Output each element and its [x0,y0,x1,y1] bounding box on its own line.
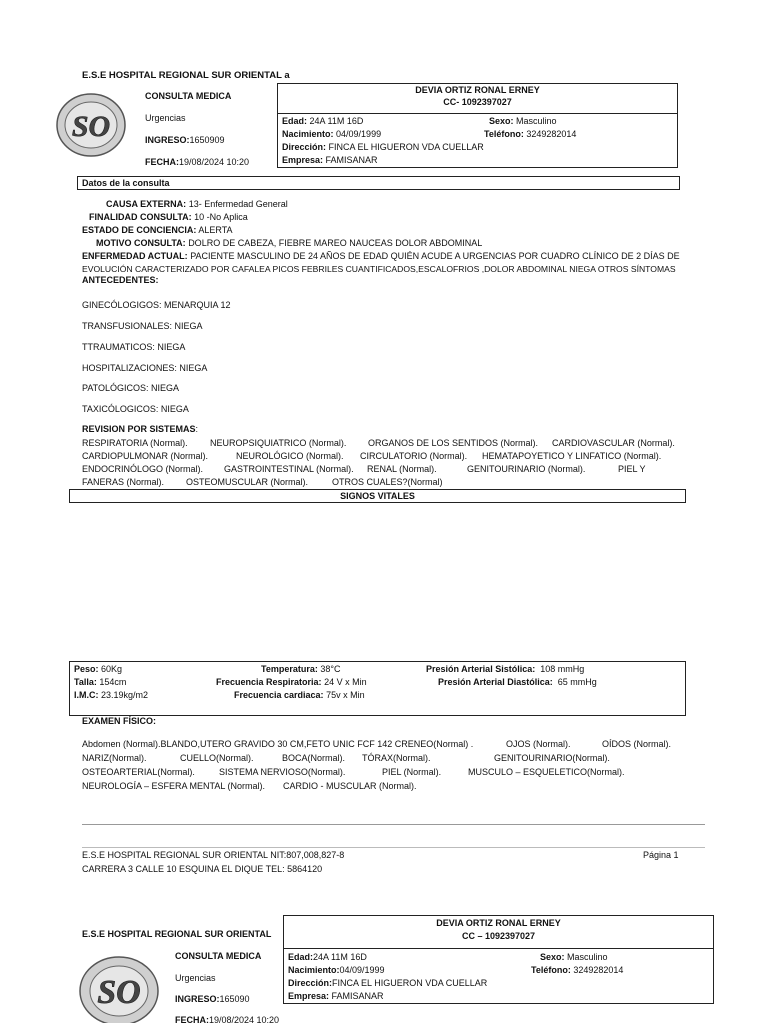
empresa-label: Empresa: [282,155,324,165]
revision-title [82,424,198,435]
telefono-field [484,129,576,140]
edad-value: 24A 11M 16D [313,952,367,962]
fc-label: Frecuencia cardiaca: [234,690,324,700]
fr-label: Frecuencia Respiratoria: [216,677,322,687]
telefono-label: Teléfono: [484,129,524,139]
fecha-label: FECHA: [175,1015,209,1025]
footer-address-1: E.S.E HOSPITAL REGIONAL SUR ORIENTAL NIT:807,008,827-8 [82,850,345,860]
patient-id: CC- 1092397027 [443,97,512,107]
examen-item: CUELLO(Normal). [180,753,254,763]
examen-item: CARDIO - MUSCULAR (Normal). [283,781,417,791]
edad-value: 24A 11M 16D [309,116,364,126]
examen-item: OSTEOARTERIAL(Normal). [82,767,195,777]
direccion-field [282,142,484,153]
examen-item: NEUROLOGÍA – ESFERA MENTAL (Normal). [82,781,266,791]
sexo-label: Sexo: [489,116,514,126]
antecedente-item: PATOLÓGICOS: NIEGA [82,383,180,393]
ingreso-label: INGRESO: [145,135,190,145]
revision-item: RESPIRATORIA (Normal). [82,438,188,448]
fecha-field [175,1015,279,1026]
edad-label: Edad: [288,952,314,962]
causa-value: 13- Enfermedad General [188,199,288,209]
finalidad-label: FINALIDAD CONSULTA: [89,212,192,222]
fecha-field [145,157,249,168]
motivo-field [96,238,482,249]
revision-colon: : [195,424,199,434]
section-title: Datos de la consulta [82,178,170,188]
hospital-logo-icon [55,92,127,158]
imc-field [74,690,148,701]
consulta-medica-title: CONSULTA MEDICA [175,951,262,961]
empresa-value: FAMISANAR [325,155,378,165]
revision-item: ORGANOS DE LOS SENTIDOS (Normal). [368,438,539,448]
enfermedad-line-2: EVOLUCIÓN CARACTERIZADO POR CAFALEA PICOS FEBRILES CUANTIFICADOS,ESCALOFRIOS ,DOLOR ABDOMINAL NIEGA OTROS SÍNTOMAS [82,264,676,274]
page-number: Página 1 [643,850,679,860]
examen-item: NARIZ(Normal). [82,753,147,763]
ingreso-label: INGRESO: [175,994,220,1004]
consulta-medica-title: CONSULTA MEDICA [145,91,232,101]
sexo-field [489,116,557,127]
fr-value: 24 V x Min [324,677,367,687]
edad-field [288,952,367,963]
revision-item: CARDIOVASCULAR (Normal). [552,438,675,448]
pas-label: Presión Arterial Sistólica: [426,664,536,674]
temperatura-value: 38°C [320,664,341,674]
conciencia-value: ALERTA [198,225,233,235]
empresa-field [288,991,384,1002]
direccion-value: FINCA EL HIGUERON VDA CUELLAR [328,142,484,152]
conciencia-label: ESTADO DE CONCIENCIA: [82,225,197,235]
patient-name-box [277,83,678,114]
examen-item: Abdomen (Normal).BLANDO,UTERO GRAVIDO 30 CM,FETO UNIC FCF 142 CRENEO(Normal) . [82,739,474,749]
temperatura-label: Temperatura: [261,664,318,674]
conciencia-field [82,225,233,236]
nacimiento-field [288,965,385,976]
nacimiento-label: Nacimiento: [288,965,340,975]
footer-divider [82,824,705,825]
sexo-label: Sexo: [540,952,565,962]
talla-field [74,677,126,688]
pad-field [438,677,597,688]
examen-item: BOCA(Normal). [282,753,346,763]
antecedente-item: TRANSFUSIONALES: NIEGA [82,321,203,331]
nacimiento-value: 04/09/1999 [339,965,385,975]
telefono-value: 3249282014 [573,965,624,975]
patient-name: DEVIA ORTIZ RONAL ERNEY [436,918,561,928]
finalidad-field [89,212,248,223]
svg-text:SO: SO [71,110,111,143]
enfermedad-line-1: PACIENTE MASCULINO DE 24 AÑOS DE EDAD QUIÉN ACUDE A URGENCIAS POR CUADRO CLÍNICO DE 2 DÍAS DE [190,251,680,261]
pad-value: 65 mmHg [557,677,597,687]
imc-value: 23.19kg/m2 [101,690,149,700]
section-header-consulta [77,176,680,190]
hospital-name: E.S.E HOSPITAL REGIONAL SUR ORIENTAL a [82,70,290,81]
edad-label: Edad: [282,116,308,126]
examen-item: OÍDOS (Normal). [602,739,672,749]
direccion-value: FINCA EL HIGUERON VDA CUELLAR [332,978,488,988]
peso-value: 60Kg [101,664,123,674]
frecuencia-respiratoria-field [216,677,367,688]
nacimiento-field [282,129,381,140]
ingreso-field [145,135,225,146]
patient-info-box [277,113,678,168]
telefono-field [531,965,623,976]
sexo-value: Masculino [516,116,557,126]
revision-item: OSTEOMUSCULAR (Normal). [186,477,309,487]
examen-item: MUSCULO – ESQUELETICO(Normal). [468,767,625,777]
talla-value: 154cm [99,677,127,687]
nacimiento-value: 04/09/1999 [336,129,382,139]
fecha-value: 19/08/2024 10:20 [179,157,250,167]
hospital-logo-icon [78,955,160,1023]
motivo-label: MOTIVO CONSULTA: [96,238,186,248]
revision-item: NEUROPSIQUIATRICO (Normal). [210,438,347,448]
revision-item: OTROS CUALES?(Normal) [332,477,443,487]
examen-item: PIEL (Normal). [382,767,442,777]
fecha-label: FECHA: [145,157,179,167]
examen-item: TÓRAX(Normal). [362,753,431,763]
antecedente-item: TAXICÓLOGICOS: NIEGA [82,404,189,414]
ingreso-field [175,994,250,1005]
direccion-label: Dirección: [288,978,333,988]
examen-item: GENITOURINARIO(Normal). [494,753,610,763]
revision-item: GASTROINTESTINAL (Normal). [224,464,354,474]
patient-name: DEVIA ORTIZ RONAL ERNEY [415,85,540,95]
telefono-label: Teléfono: [531,965,571,975]
enfermedad-field [82,251,680,262]
sexo-field [540,952,608,963]
revision-label: REVISION POR SISTEMAS [82,424,196,434]
revision-item: GENITOURINARIO (Normal). [467,464,586,474]
motivo-value: DOLRO DE CABEZA, FIEBRE MAREO NAUCEAS DOLOR ABDOMINAL [188,238,483,248]
empresa-label: Empresa: [288,991,330,1001]
temperatura-field [261,664,340,675]
enfermedad-label: ENFERMEDAD ACTUAL: [82,251,188,261]
peso-field [74,664,122,675]
revision-item: CARDIOPULMONAR (Normal). [82,451,209,461]
patient-id: CC – 1092397027 [461,931,536,941]
signos-vitales-title: SIGNOS VITALES [340,491,415,501]
pad-label: Presión Arterial Diastólica: [438,677,553,687]
frecuencia-cardiaca-field [234,690,365,701]
causa-label: CAUSA EXTERNA: [106,199,187,209]
ingreso-value: 1650909 [189,135,225,145]
patient-name-box [283,915,714,949]
revision-item: NEUROLÓGICO (Normal). [236,451,344,461]
examen-title: EXAMEN FÍSICO: [82,716,157,726]
peso-label: Peso: [74,664,99,674]
fc-value: 75v x Min [326,690,365,700]
examen-item: SISTEMA NERVIOSO(Normal). [219,767,346,777]
footer-divider [82,847,705,848]
antecedente-item: HOSPITALIZACIONES: NIEGA [82,363,208,373]
imc-label: I.M.C: [74,690,99,700]
patient-info-box [283,948,714,1004]
talla-label: Talla: [74,677,97,687]
svg-text:SO: SO [97,974,141,1011]
finalidad-value: 10 -No Aplica [194,212,248,222]
revision-item: CIRCULATORIO (Normal). [360,451,468,461]
direccion-label: Dirección: [282,142,327,152]
empresa-value: FAMISANAR [331,991,384,1001]
ingreso-value: 165090 [219,994,250,1004]
pas-field [426,664,584,675]
examen-item: OJOS (Normal). [506,739,571,749]
sexo-value: Masculino [567,952,608,962]
direccion-field [288,978,487,989]
revision-item: FANERAS (Normal). [82,477,165,487]
revision-item: ENDOCRINÓLOGO (Normal). [82,464,204,474]
pas-value: 108 mmHg [540,664,585,674]
antecedente-item: TTRAUMATICOS: NIEGA [82,342,186,352]
antecedentes-title: ANTECEDENTES: [82,275,159,285]
revision-item: HEMATAPOYETICO Y LINFATICO (Normal). [482,451,662,461]
vitals-box [69,661,686,716]
antecedente-item: GINECÓLOGIGOS: MENARQUIA 12 [82,300,231,310]
signos-vitales-header [69,489,686,503]
footer-address-2: CARRERA 3 CALLE 10 ESQUINA EL DIQUE TEL: 5864120 [82,864,323,874]
edad-field [282,116,363,127]
service-name: Urgencias [175,973,216,983]
revision-item: PIEL Y [618,464,646,474]
causa-externa-field [106,199,288,210]
fecha-value: 19/08/2024 10:20 [209,1015,280,1025]
empresa-field [282,155,378,166]
revision-item: RENAL (Normal). [367,464,437,474]
service-name: Urgencias [145,113,186,123]
hospital-name: E.S.E HOSPITAL REGIONAL SUR ORIENTAL [82,929,272,939]
nacimiento-label: Nacimiento: [282,129,334,139]
telefono-value: 3249282014 [526,129,577,139]
